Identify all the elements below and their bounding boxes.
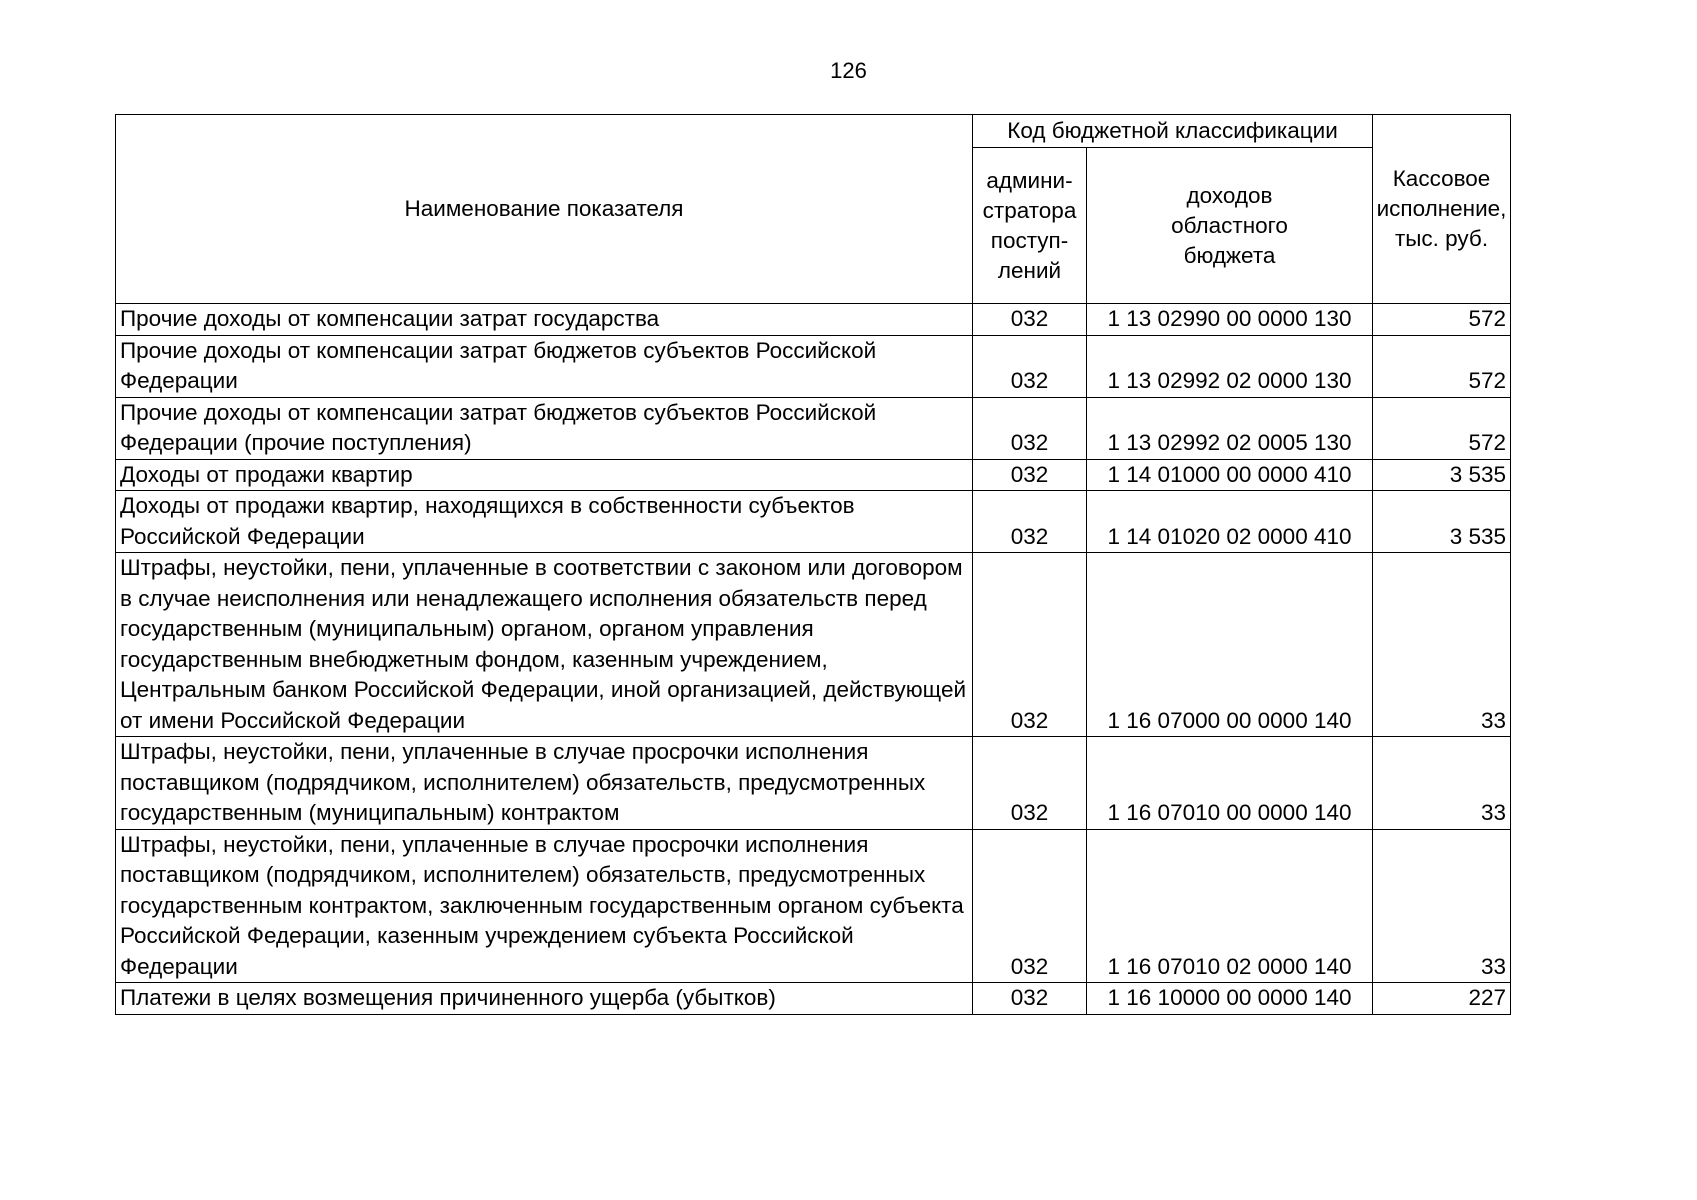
table-row bbox=[116, 459, 1511, 491]
row-income-code: 1 14 01020 02 0000 410 bbox=[1087, 491, 1373, 553]
header-code-group-label: Код бюджетной классификации bbox=[1007, 118, 1338, 143]
row-amount: 33 bbox=[1373, 553, 1511, 737]
row-amount: 33 bbox=[1373, 829, 1511, 983]
row-amount: 3 535 bbox=[1373, 459, 1511, 491]
row-name: Прочие доходы от компенсации затрат бюджетов субъектов Российской Федерации (прочие поступления) bbox=[116, 397, 973, 459]
table-row bbox=[116, 829, 1511, 983]
row-amount: 572 bbox=[1373, 304, 1511, 336]
row-admin-code: 032 bbox=[973, 491, 1087, 553]
row-name: Прочие доходы от компенсации затрат бюджетов субъектов Российской Федерации bbox=[116, 335, 973, 397]
row-income-code: 1 13 02992 02 0000 130 bbox=[1087, 335, 1373, 397]
row-admin-code: 032 bbox=[973, 553, 1087, 737]
row-admin-code: 032 bbox=[973, 304, 1087, 336]
table-row bbox=[116, 553, 1511, 737]
table-row bbox=[116, 491, 1511, 553]
row-admin-code: 032 bbox=[973, 459, 1087, 491]
row-name: Штрафы, неустойки, пени, уплаченные в случае просрочки исполнения поставщиком (подрядчиком, исполнителем) обязательств, предусмотренных государственным контрактом, заключенным государственным органом субъекта Российской Федерации, казенным учреждением субъекта Российской Федерации bbox=[116, 829, 973, 983]
row-amount: 3 535 bbox=[1373, 491, 1511, 553]
row-name: Платежи в целях возмещения причиненного ущерба (убытков) bbox=[116, 983, 973, 1015]
budget-table bbox=[115, 114, 1511, 1015]
table-row bbox=[116, 304, 1511, 336]
row-name: Прочие доходы от компенсации затрат государства bbox=[116, 304, 973, 336]
row-name: Доходы от продажи квартир, находящихся в собственности субъектов Российской Федерации bbox=[116, 491, 973, 553]
header-code-group bbox=[973, 115, 1373, 148]
header-income bbox=[1087, 148, 1373, 304]
row-income-code: 1 16 07000 00 0000 140 bbox=[1087, 553, 1373, 737]
row-name: Штрафы, неустойки, пени, уплаченные в случае просрочки исполнения поставщиком (подрядчиком, исполнителем) обязательств, предусмотренных государственным (муниципальным) контрактом bbox=[116, 737, 973, 830]
row-income-code: 1 16 10000 00 0000 140 bbox=[1087, 983, 1373, 1015]
table-row bbox=[116, 737, 1511, 830]
row-name: Штрафы, неустойки, пени, уплаченные в соответствии с законом или договором в случае неисполнения или ненадлежащего исполнения обязательств перед государственным (муниципальным) органом, органом управления государственным внебюджетным фондом, казенным учреждением, Центральным банком Российской Федерации, иной организацией, действующей от имени Российской Федерации bbox=[116, 553, 973, 737]
header-amount-label: Кассовое исполнение, тыс. руб. bbox=[1376, 166, 1507, 251]
row-income-code: 1 13 02990 00 0000 130 bbox=[1087, 304, 1373, 336]
row-admin-code: 032 bbox=[973, 397, 1087, 459]
row-amount: 572 bbox=[1373, 397, 1511, 459]
header-name-label: Наименование показателя bbox=[404, 196, 684, 221]
header-name bbox=[116, 115, 973, 304]
page-number: 126 bbox=[830, 58, 867, 83]
header-amount bbox=[1373, 115, 1511, 304]
row-income-code: 1 16 07010 02 0000 140 bbox=[1087, 829, 1373, 983]
row-name: Доходы от продажи квартир bbox=[116, 459, 973, 491]
table-row bbox=[116, 335, 1511, 397]
table-row bbox=[116, 397, 1511, 459]
row-admin-code: 032 bbox=[973, 829, 1087, 983]
header-admin-label: админи- стратора поступ- лений bbox=[982, 167, 1077, 283]
header-admin bbox=[973, 148, 1087, 304]
row-income-code: 1 16 07010 00 0000 140 bbox=[1087, 737, 1373, 830]
row-amount: 572 bbox=[1373, 335, 1511, 397]
row-amount: 33 bbox=[1373, 737, 1511, 830]
header-income-label: доходов областного бюджета bbox=[1171, 182, 1288, 268]
row-income-code: 1 14 01000 00 0000 410 bbox=[1087, 459, 1373, 491]
row-income-code: 1 13 02992 02 0005 130 bbox=[1087, 397, 1373, 459]
row-admin-code: 032 bbox=[973, 983, 1087, 1015]
row-amount: 227 bbox=[1373, 983, 1511, 1015]
table-row bbox=[116, 983, 1511, 1015]
row-admin-code: 032 bbox=[973, 737, 1087, 830]
row-admin-code: 032 bbox=[973, 335, 1087, 397]
